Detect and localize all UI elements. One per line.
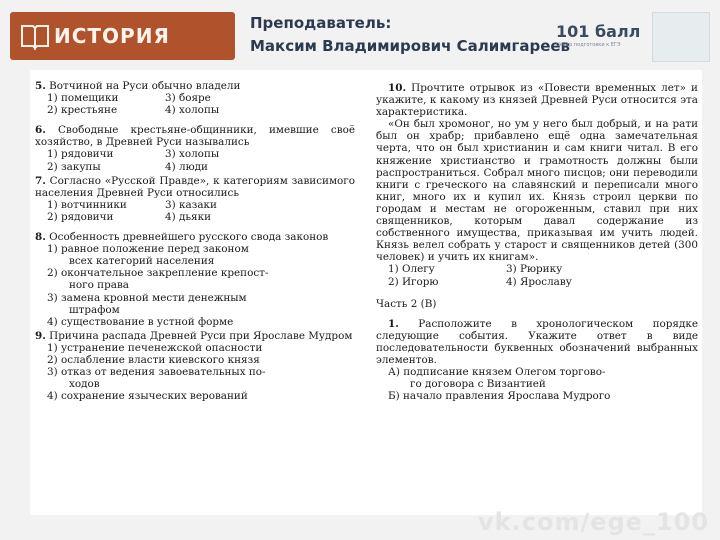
teacher-label: Преподаватель: xyxy=(250,14,392,32)
option: 2) окончательное закрепление крепост- xyxy=(47,267,269,280)
part-2-title: Часть 2 (B) xyxy=(376,297,437,310)
option: 4) холопы xyxy=(165,104,220,117)
option-continued: ходов xyxy=(69,378,100,391)
option: 1) вотчинники xyxy=(47,198,127,211)
option: 3) отказ от ведения завоевательных по- xyxy=(47,366,266,379)
question-b1 xyxy=(376,318,698,403)
right-column xyxy=(376,82,698,404)
option: 1) помещики xyxy=(47,92,119,105)
option: 4) Ярославу xyxy=(506,275,572,288)
question-text: 5. Вотчиной на Руси обычно владели xyxy=(35,80,241,92)
question-9 xyxy=(35,330,355,403)
option-continued: го договора с Византией xyxy=(410,378,546,391)
option: 3) замена кровной мести денежным xyxy=(47,291,247,304)
question-text: 10. Прочтите отрывок из «Повести временных лет» и укажите, к какому из князей Древней Руси относится эта характеристика. xyxy=(376,82,698,119)
chronicle-quote: «Он был хромоног, но ум у него был добрый, и на рати был он храбр; прибавлено ещё одна замечательная черта, что он был христианин и сам книги читал. В его княжение христианство и грамотность должны были распространиться. Собрал много писцов; они переводили книги с греческого на славянский и переписали много книг, много их и купил их. Князь строил церкви по городам и местам не огороженным, ставил при них священников, которым давал содержание из собственного имущества, приказывая им учить людей. Князь велел собрать у старост и священников детей (300 человек) и учить их книгам». xyxy=(376,118,698,264)
option: 3) Рюрику xyxy=(506,263,563,276)
brand-subtitle: Центр подготовки к ЕГЭ xyxy=(556,42,621,48)
left-column xyxy=(35,80,355,404)
option-continued: штрафом xyxy=(69,303,120,316)
option: 4) сохранение языческих верований xyxy=(47,390,248,403)
option: Б) начало правления Ярослава Мудрого xyxy=(388,390,611,403)
corner-thumbnail xyxy=(652,12,710,62)
option: 2) рядовичи xyxy=(47,210,114,223)
header xyxy=(0,0,720,70)
option: 4) люди xyxy=(165,160,208,173)
option: 2) закупы xyxy=(47,160,101,173)
option: 4) существование в устной форме xyxy=(47,315,234,328)
logo-text: ИСТОРИЯ xyxy=(54,24,170,48)
option: 2) крестьяне xyxy=(47,104,118,117)
question-10 xyxy=(376,82,698,288)
watermark: vk.com/ege_100 xyxy=(478,508,710,536)
option: 4) дьяки xyxy=(165,210,211,223)
teacher-name: Максим Владимирович Салимгареев xyxy=(250,37,571,55)
option-continued: всех категорий населения xyxy=(69,255,215,268)
question-5 xyxy=(35,80,355,116)
subject-logo xyxy=(10,12,235,60)
question-8 xyxy=(35,231,355,328)
option: 3) казаки xyxy=(165,198,217,211)
question-text: 6. Свободные крестьяне-общинники, имевшие своё хозяйство, в Древней Руси назывались xyxy=(35,124,355,149)
question-text: 9. Причина распада Древней Руси при Ярославе Мудром xyxy=(35,329,353,342)
scanned-page xyxy=(30,70,702,515)
question-text: 1. Расположите в хронологическом порядке следующие события. Укажите ответ в виде последовательности буквенных обозначений выбранных элементов. xyxy=(376,317,698,366)
option: 3) бояре xyxy=(165,92,211,105)
option: 3) холопы xyxy=(165,148,220,161)
question-text: 7. Согласно «Русской Правде», к категориям зависимого населения Древней Руси относились xyxy=(35,174,355,199)
option: 1) Олегу xyxy=(388,263,435,276)
question-7 xyxy=(35,175,355,223)
option-continued: ного права xyxy=(69,279,129,292)
option: 1) равное положение перед законом xyxy=(47,243,249,256)
question-text: 8. Особенность древнейшего русского свода законов xyxy=(35,231,329,244)
teacher-info xyxy=(250,14,570,56)
option: 2) Игорю xyxy=(388,275,439,288)
option: 1) рядовичи xyxy=(47,148,114,161)
book-icon xyxy=(20,22,50,50)
option: А) подписание князем Олегом торгово- xyxy=(388,366,606,379)
option: 2) ослабление власти киевского князя xyxy=(47,353,260,366)
brand-name: 101 балл xyxy=(556,22,641,41)
option: 1) устранение печенежской опасности xyxy=(47,341,263,354)
brand-logo xyxy=(556,24,640,48)
question-6 xyxy=(35,124,355,172)
